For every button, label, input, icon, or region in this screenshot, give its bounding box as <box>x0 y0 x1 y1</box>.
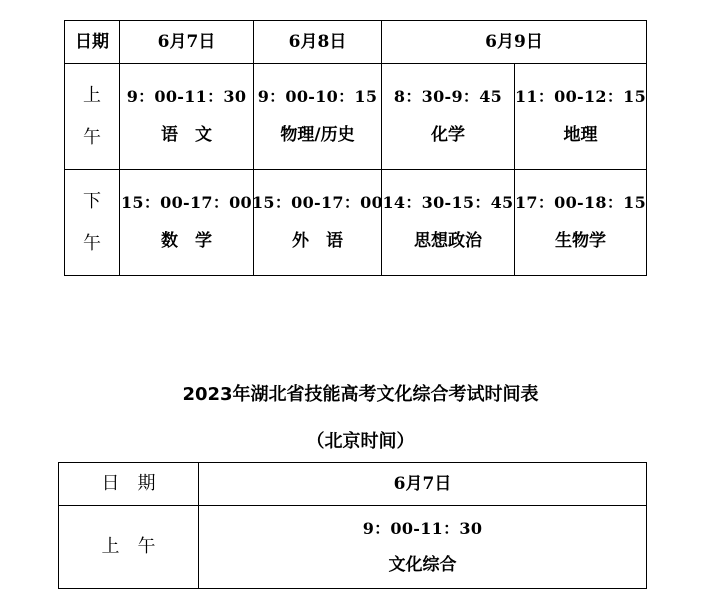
table-header-row <box>59 463 647 506</box>
table-row-afternoon <box>65 170 647 276</box>
table-row-morning <box>65 64 647 170</box>
exam-cell <box>120 170 254 276</box>
period-morning <box>65 64 120 170</box>
exam-subject: 数 学 <box>161 231 212 251</box>
exam-time: 8：30-9：45 <box>393 87 503 106</box>
day-header-jun9: 6月9日 <box>382 21 647 64</box>
exam-time: 15：00-17：00 <box>252 193 384 212</box>
exam-time: 9：00-11：30 <box>362 518 483 538</box>
exam-time: 15：00-17：00 <box>120 193 252 212</box>
exam-cell <box>254 64 382 170</box>
exam-time: 9：00-11：30 <box>126 87 247 106</box>
day-header-jun8: 6月8日 <box>254 21 382 64</box>
date-header: 日 期 <box>59 463 199 506</box>
exam-subject: 生物学 <box>555 231 606 251</box>
day-header-jun7: 6月7日 <box>120 21 254 64</box>
date-header: 日期 <box>65 21 120 64</box>
period-label-bottom: 午 <box>83 232 101 254</box>
exam-subject: 思想政治 <box>414 231 482 251</box>
exam-time: 11：00-12：15 <box>515 87 647 106</box>
table-row-morning <box>59 506 647 589</box>
exam-schedule-table <box>64 20 647 276</box>
exam-cell <box>120 64 254 170</box>
table-header-row <box>65 21 647 64</box>
exam-cell <box>382 170 515 276</box>
period-label-top: 上 <box>83 84 101 106</box>
exam-cell <box>382 64 515 170</box>
exam-cell <box>515 170 647 276</box>
day-header-jun7: 6月7日 <box>199 463 647 506</box>
exam-subject: 语 文 <box>161 125 212 145</box>
exam-subject: 外 语 <box>292 231 343 251</box>
exam-cell <box>254 170 382 276</box>
exam-subject: 物理/历史 <box>280 125 355 145</box>
period-morning: 上 午 <box>59 506 199 589</box>
exam-time: 17：00-18：15 <box>515 193 647 212</box>
schedule-title: 2023年湖北省技能高考文化综合考试时间表 <box>182 384 539 405</box>
period-label-top: 下 <box>83 190 101 212</box>
exam-subject: 地理 <box>563 125 598 145</box>
exam-cell <box>199 506 647 589</box>
exam-cell <box>515 64 647 170</box>
schedule-subtitle: （北京时间） <box>306 431 415 452</box>
exam-time: 14：30-15：45 <box>382 193 514 212</box>
period-label-bottom: 午 <box>83 126 101 148</box>
skills-exam-table <box>58 462 647 589</box>
exam-subject: 化学 <box>431 125 465 145</box>
exam-time: 9：00-10：15 <box>257 87 378 106</box>
exam-subject: 文化综合 <box>388 554 457 575</box>
period-afternoon <box>65 170 120 276</box>
